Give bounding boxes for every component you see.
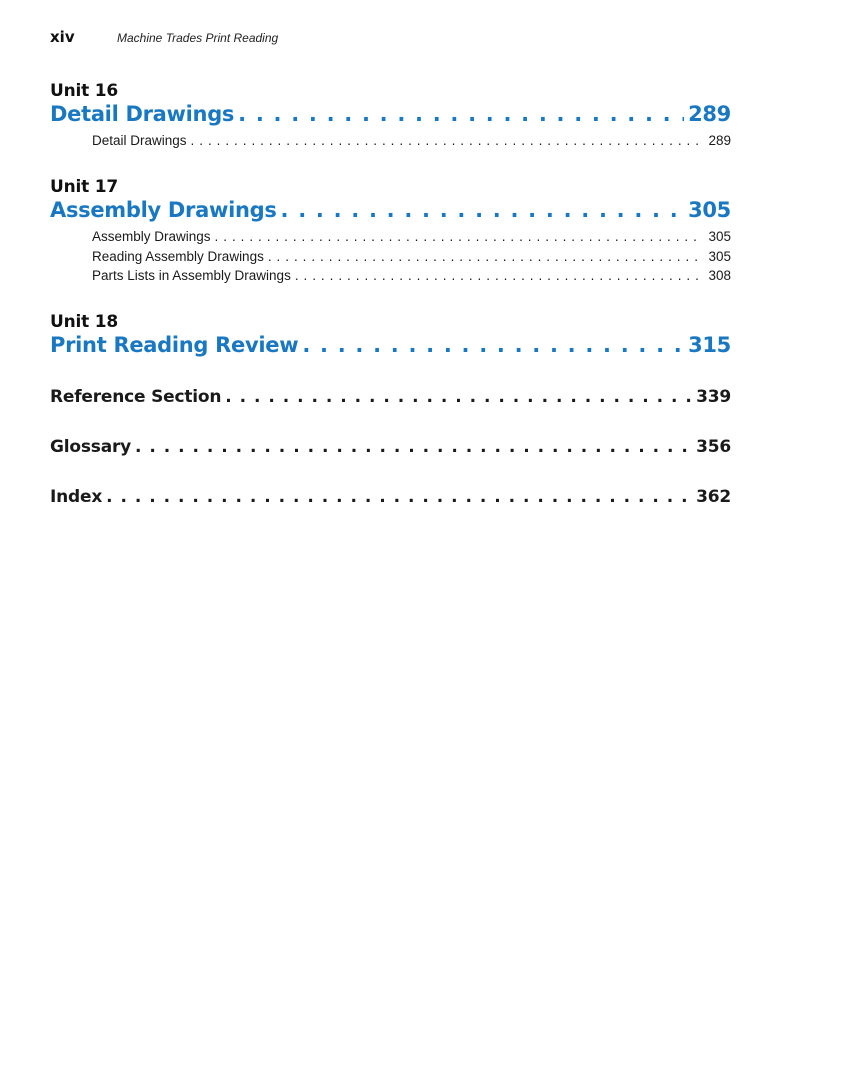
dot-leader — [302, 332, 684, 358]
page-folio: xiv — [50, 28, 75, 46]
glossary-entry[interactable] — [50, 436, 731, 458]
unit-label: Unit 16 — [50, 81, 119, 101]
unit-title-row[interactable] — [50, 197, 731, 223]
unit-title: Detail Drawings — [50, 102, 235, 126]
unit-page-number: 305 — [688, 198, 731, 222]
unit-18-block — [50, 312, 731, 358]
book-title: Machine Trades Print Reading — [117, 31, 279, 45]
section-page-number: 362 — [696, 487, 731, 507]
unit-title: Print Reading Review — [50, 333, 299, 357]
unit-title-row[interactable] — [50, 101, 731, 127]
toc-entry[interactable] — [92, 131, 731, 151]
dot-leader — [191, 131, 703, 151]
dot-leader — [238, 101, 684, 127]
section-title: Index — [50, 487, 103, 507]
index-entry[interactable] — [50, 486, 731, 508]
dot-leader — [135, 436, 692, 458]
entry-title: Detail Drawings — [92, 133, 187, 148]
dot-leader — [106, 486, 692, 508]
dot-leader — [225, 386, 692, 408]
dot-leader — [268, 247, 703, 267]
entry-title: Reading Assembly Drawings — [92, 248, 264, 264]
entry-list — [92, 227, 731, 286]
unit-page-number: 315 — [688, 333, 731, 357]
entry-title: Parts Lists in Assembly Drawings — [92, 268, 291, 283]
unit-16-block — [50, 81, 731, 151]
dot-leader — [281, 197, 685, 223]
dot-leader — [215, 227, 703, 247]
entry-page-number: 308 — [708, 268, 731, 283]
entry-page-number: 305 — [708, 248, 731, 264]
unit-17-block — [50, 177, 731, 286]
unit-label: Unit 18 — [50, 312, 119, 332]
unit-label: Unit 17 — [50, 177, 119, 197]
toc-entry[interactable] — [92, 266, 731, 286]
reference-section-entry[interactable] — [50, 386, 731, 408]
entry-title: Assembly Drawings — [92, 229, 211, 244]
toc-entry[interactable] — [92, 227, 731, 247]
unit-title-row[interactable] — [50, 332, 731, 358]
section-title: Reference Section — [50, 387, 222, 407]
unit-title: Assembly Drawings — [50, 198, 277, 222]
toc-entry[interactable] — [92, 247, 731, 267]
running-header — [50, 28, 278, 46]
section-page-number: 356 — [696, 437, 731, 457]
dot-leader — [295, 266, 703, 286]
entry-page-number: 305 — [708, 229, 731, 244]
section-title: Glossary — [50, 437, 132, 457]
unit-page-number: 289 — [688, 102, 731, 126]
entry-page-number: 289 — [708, 133, 731, 148]
entry-list — [92, 131, 731, 151]
section-page-number: 339 — [696, 387, 731, 407]
